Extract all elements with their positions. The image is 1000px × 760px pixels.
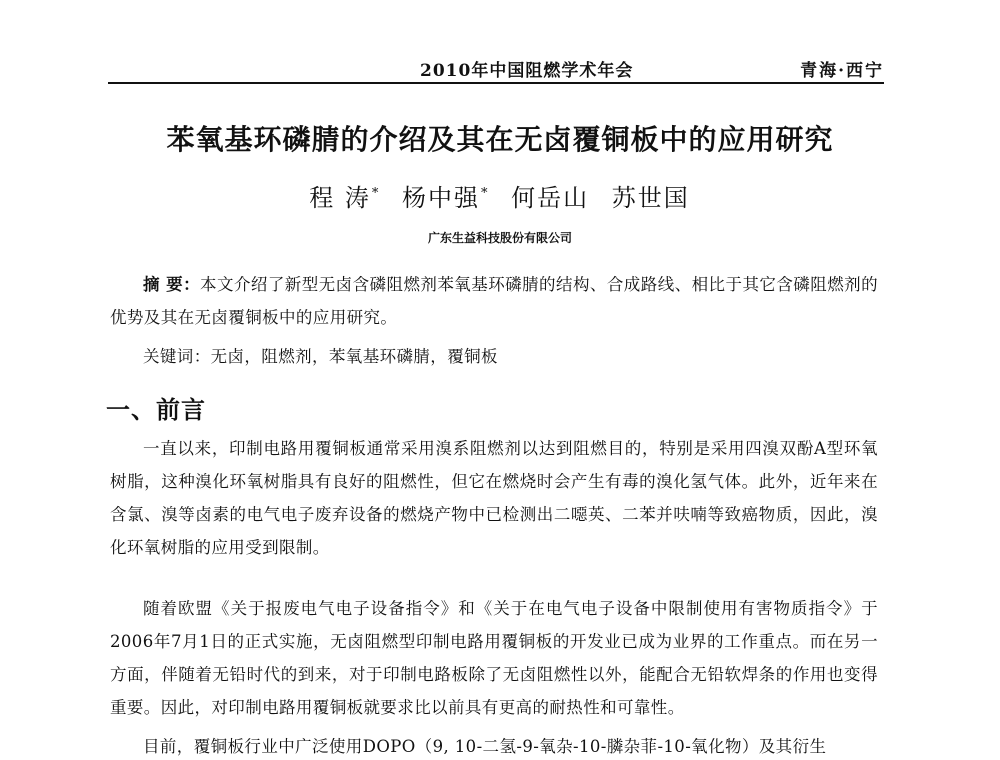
body-paragraph: 一直以来，印制电路用覆铜板通常采用溴系阻燃剂以达到阻燃目的，特别是采用四溴双酚A型环氧树脂，这种溴化环氧树脂具有良好的阻燃性，但它在燃烧时会产生有毒的溴化氢气体。此外，近年来在含氯、溴等卤素的电气电子废弃设备的燃烧产物中已检测出二噁英、二苯并呋喃等致癌物质，因此，溴化环氧树脂的应用受到限制。 [110,439,878,557]
author-name: 杨中强* [402,184,490,212]
affiliation: 广东生益科技股份有限公司 [427,231,572,245]
body-paragraph: 目前，覆铜板行业中广泛使用DOPO（9, 10-二氢-9-氧杂-10-膦杂菲-10-氧化物）及其衍生 [143,737,827,756]
running-header [108,52,884,84]
abstract-label: 摘 要： [143,275,201,294]
keywords [110,340,878,373]
section-heading: 一、前言 [106,396,206,424]
conference-location: 青海·西宁 [800,61,884,81]
corresponding-mark: * [481,186,490,201]
body-paragraph: 随着欧盟《关于报废电气电子设备指令》和《关于在电气电子设备中限制使用有害物质指令》于2006年7月1日的正式实施，无卤阻燃型印制电路用覆铜板的开发业已成为业界的工作重点。而在另一方面，伴随着无铅时代的到来，对于印制电路板除了无卤阻燃性以外，能配合无铅软焊条的作用也变得重要。因此，对印制电路用覆铜板就要求比以前具有更高的耐热性和可靠性。 [110,599,878,717]
keywords-label: 关键词： [143,347,211,366]
abstract [110,268,878,334]
author-name: 何岳山 [511,184,590,212]
author-list [0,178,1000,213]
author-name: 程 涛* [309,184,381,212]
paper-title: 苯氧基环磷腈的介绍及其在无卤覆铜板中的应用研究 [166,123,834,156]
author-name: 苏世国 [611,184,690,212]
abstract-text: 本文介绍了新型无卤含磷阻燃剂苯氧基环磷腈的结构、合成路线、相比于其它含磷阻燃剂的优势及其在无卤覆铜板中的应用研究。 [110,275,878,327]
keywords-text: 无卤，阻燃剂，苯氧基环磷腈，覆铜板 [210,347,498,366]
corresponding-mark: * [371,186,381,201]
conference-name: 2010年中国阻燃学术年会 [420,61,634,81]
